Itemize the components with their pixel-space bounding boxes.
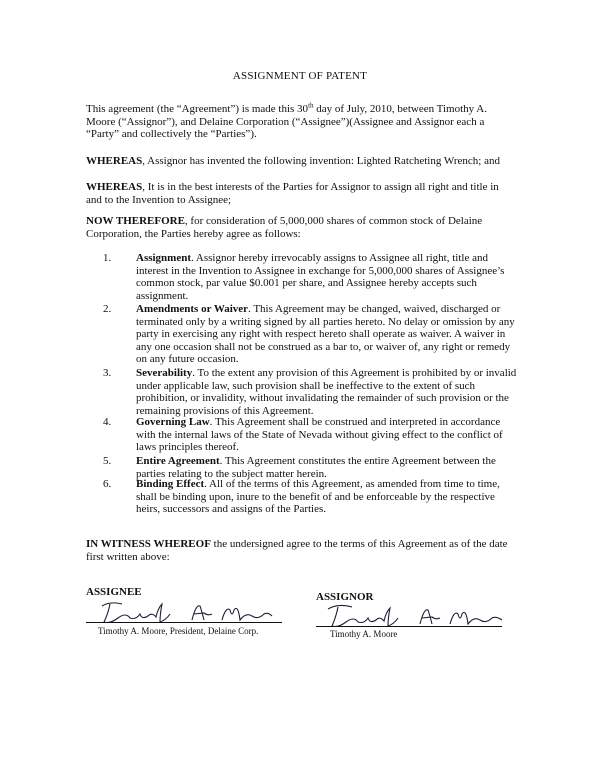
assignee-caption: Timothy A. Moore, President, Delaine Corp. <box>98 626 259 636</box>
witness-paragraph <box>86 538 516 563</box>
now-therefore-text: , for consideration of 5,000,000 shares of common stock of Delaine Corporation, the Parties hereby agree as follows: <box>86 215 483 240</box>
assignor-signature-line <box>316 626 502 627</box>
clause-body <box>136 416 520 454</box>
clause-body <box>136 252 520 302</box>
clause-heading: Binding Effect <box>136 478 205 490</box>
whereas-label-1: WHEREAS <box>86 155 143 167</box>
now-therefore-paragraph <box>86 215 516 240</box>
assignee-signature-line <box>86 622 282 623</box>
witness-label: IN WITNESS WHEREOF <box>86 538 211 550</box>
clause-number: 6. <box>103 478 112 490</box>
clause-text: . This Agreement shall be construed and interpreted in accordance with the internal laws of the State of Nevada without giving effect to the conflict of laws principles thereof. <box>136 416 503 454</box>
whereas-text-2: , It is in the best interests of the Parties for Assignor to assign all right and title in and to the Invention to Assignee; <box>86 181 499 206</box>
clause-text: . This Agreement may be changed, waived, discharged or terminated only by a writing signed by all parties hereto. No delay or omission by any party in exercising any right with respect hereto shall operate as waiver. A waiver in any one occasion shall not be construed as a bar to, or waiver of, any right or remedy on any future occasion. <box>136 303 515 366</box>
clause-text: . All of the terms of this Agreement, as amended from time to time, shall be binding upon, inure to the benefit of and be enforceable by the respective heirs, successors and assigns of the Parties. <box>136 478 500 516</box>
clause-body <box>136 478 520 516</box>
clause-number: 2. <box>103 303 112 315</box>
clause-heading: Assignment <box>136 252 192 264</box>
clause-number: 1. <box>103 252 112 264</box>
intro-text-start: This agreement (the “Agreement”) is made this 30 <box>86 103 309 115</box>
witness-text: the undersigned agree to the terms of this Agreement as of the date first written above: <box>86 538 508 563</box>
clause-text: . To the extent any provision of this Agreement is prohibited by or invalid under applicable law, such provision shall be ineffective to the extent of such prohibition, or invalidity, without invalidating the remainder of such provision or the remaining provisions of this Agreement. <box>136 367 517 417</box>
clause-body <box>136 303 520 366</box>
whereas-paragraph-2 <box>86 181 516 206</box>
intro-text-end: day of July, 2010, between Timothy A. Moore (“Assignor”), and Delaine Corporation (“Assignee”)(Assignee and Assignor each a “Party” and collectively the “Parties”). <box>86 103 487 141</box>
intro-paragraph <box>86 103 516 141</box>
assignee-signature <box>96 598 276 628</box>
assignor-heading: ASSIGNOR <box>316 591 374 603</box>
whereas-text-1: , Assignor has invented the following invention: Lighted Ratcheting Wrench; and <box>142 155 500 167</box>
whereas-paragraph-1 <box>86 155 526 168</box>
clause-heading: Amendments or Waiver <box>136 303 249 315</box>
clause-text: . This Agreement constitutes the entire Agreement between the parties relating to the subject matter herein. <box>136 455 496 480</box>
document-title: ASSIGNMENT OF PATENT <box>232 70 368 82</box>
clause-number: 4. <box>103 416 112 428</box>
clause-body <box>136 455 520 480</box>
clause-heading: Governing Law <box>136 416 210 428</box>
clause-number: 3. <box>103 367 112 379</box>
whereas-label-2: WHEREAS <box>86 181 143 193</box>
intro-superscript: th <box>308 101 314 110</box>
clause-text: . Assignor hereby irrevocably assigns to Assignee all right, title and interest in the Invention to Assignee in exchange for 5,000,000 shares of Assignee’s common stock, par value $0.001 per share, and Assignee hereby accepts such assignment. <box>136 252 505 302</box>
clause-heading: Severability <box>136 367 193 379</box>
assignee-heading: ASSIGNEE <box>86 586 142 598</box>
now-therefore-label: NOW THEREFORE <box>86 215 185 227</box>
assignor-caption: Timothy A. Moore <box>330 629 398 639</box>
clause-number: 5. <box>103 455 112 467</box>
clause-body <box>136 367 520 417</box>
clause-heading: Entire Agreement <box>136 455 220 467</box>
